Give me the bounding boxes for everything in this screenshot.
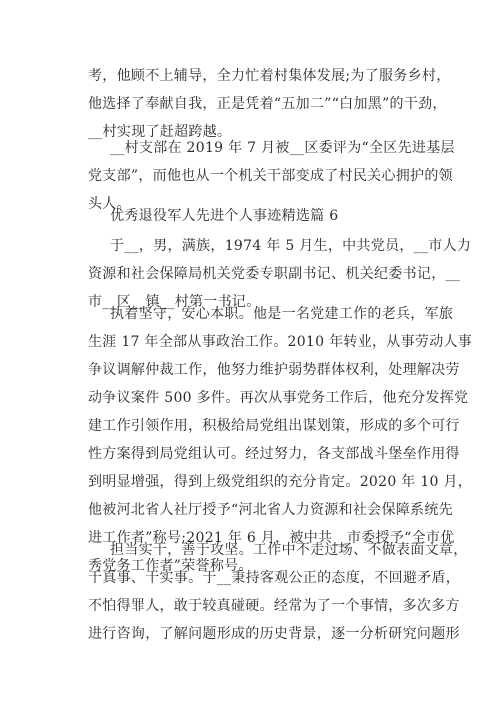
text-line: 干真事、干实事。于__秉持客观公正的态度，不回避矛盾， bbox=[88, 570, 461, 586]
text-line: __村实现了赶超跨越。 bbox=[88, 124, 232, 140]
text-line: 生涯 17 年全部从事政治工作。2010 年转业，从事劳动人事 bbox=[88, 334, 473, 350]
text-line: 不怕得罪人，敢于较真碰硬。经常为了一个事情，多次多方 bbox=[88, 598, 460, 614]
text-line: 党支部”，而他也从一个机关干部变成了村民关心拥护的领 bbox=[88, 168, 453, 184]
text-line: 于__，男，满族，1974 年 5 月生，中共党员，__市人力 bbox=[110, 238, 472, 254]
text-line: 建工作引领作用，积极给局党组出谋划策，形成的多个可行 bbox=[88, 418, 460, 434]
text-line: 进工作者”称号;2021 年 6 月，被中共__市委授予“全市优 bbox=[88, 530, 455, 546]
text-line: 执着坚守，安心本职。他是一名党建工作的老兵，军旅 bbox=[110, 306, 454, 322]
paragraph-5 bbox=[88, 536, 468, 648]
text-line: __村支部在 2019 年 7 月被__区委评为“全区先进基层 bbox=[110, 140, 455, 156]
text-line: 动争议案件 500 多件。再次从事党务工作后，他充分发挥党 bbox=[88, 390, 469, 406]
text-line: 担当实干，善于攻坚。工作中不走过场、不做表面文章， bbox=[110, 542, 468, 558]
text-line: 市__区__镇__村第一书记。 bbox=[88, 294, 261, 310]
text-line: 到明显增强，得到上级党组织的充分肯定。2020 年 10 月， bbox=[88, 474, 473, 490]
text-line: 资源和社会保障局机关党委专职副书记、机关纪委书记，__ bbox=[88, 266, 461, 282]
text-line: 他选择了奉献自我，正是凭着“五加二”“白加黑”的干劲， bbox=[88, 96, 447, 112]
text-line: 秀党务工作者”荣誉称号。 bbox=[88, 558, 253, 574]
text-line: 考，他顾不上辅导，全力忙着村集体发展;为了服务乡村， bbox=[88, 68, 451, 84]
text-line: 性方案得到局党组认可。经过努力，各支部战斗堡垒作用得 bbox=[88, 446, 460, 462]
text-line: 进行咨询，了解问题形成的历史背景，逐一分析研究问题形 bbox=[88, 626, 460, 642]
text-line: 他被河北省人社厅授予“河北省人力资源和社会保障系统先 bbox=[88, 502, 453, 518]
section-heading-block bbox=[88, 202, 418, 230]
section-heading: 优秀退役军人先进个人事迹精选篇 6 bbox=[110, 208, 339, 224]
text-line: 争议调解仲裁工作，他努力维护弱势群体权利，处理解决劳 bbox=[88, 362, 460, 378]
text-line: 头人。 bbox=[88, 196, 131, 212]
